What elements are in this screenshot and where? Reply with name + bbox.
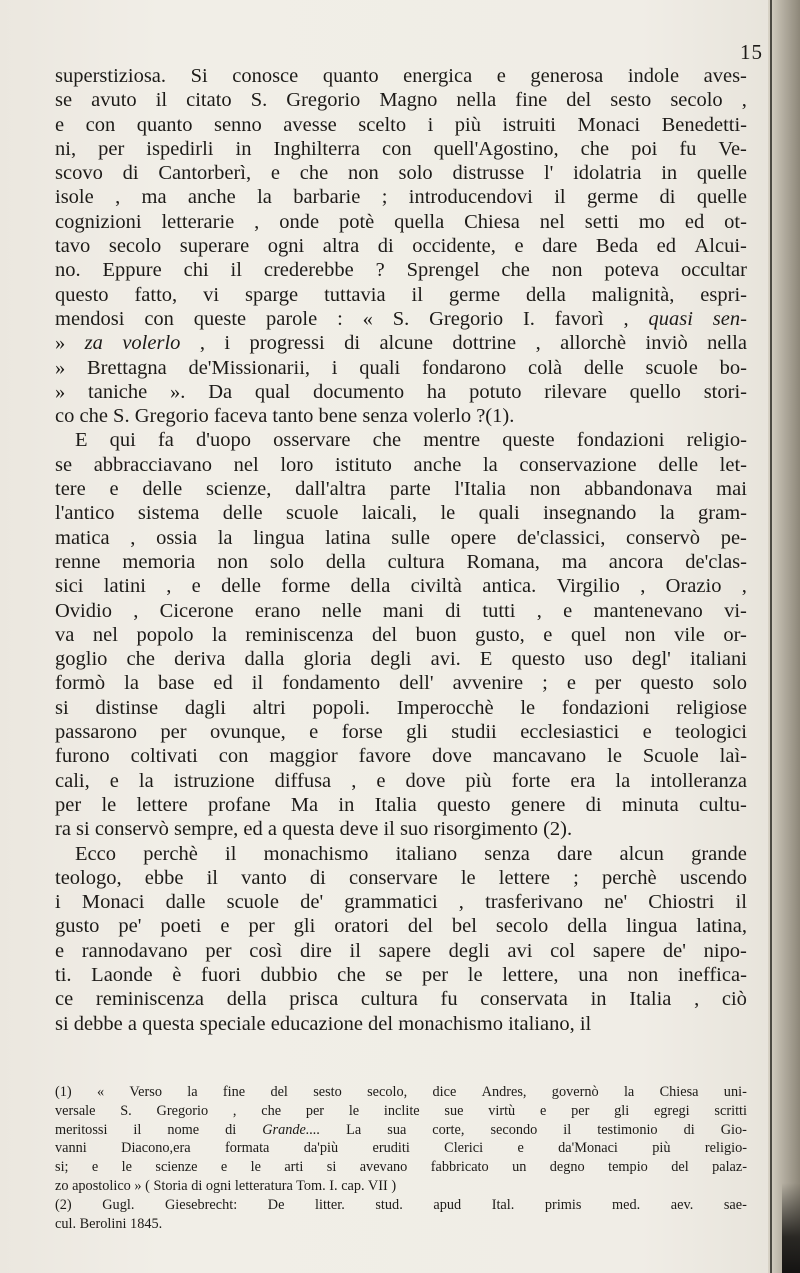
text-line: va nel popolo la reminiscenza del buon gusto, e quel non vile or- xyxy=(55,623,747,646)
text-line: co che S. Gregorio faceva tanto bene senza volerlo ?(1). xyxy=(55,405,515,428)
text-line: l'antico sistema delle scuole laicali, le quali insegnando la gram- xyxy=(55,502,747,525)
text-line: Ecco perchè il monachismo italiano senza dare alcun grande xyxy=(75,842,747,865)
text-line: si distinse dagli altri popoli. Imperocchè le fondazioni religiose xyxy=(55,696,747,719)
text-line: mendosi con queste parole : « S. Gregorio I. favorì , quasi sen- xyxy=(55,307,747,330)
text-line: gusto pe' poeti e per gli oratori del bel secolo della lingua latina, xyxy=(55,915,747,938)
text-line: goglio che deriva dalla gloria degli avi. E questo uso degl' italiani xyxy=(55,648,747,671)
text-line: questo fatto, vi sparge tuttavia il germe della malignità, espri- xyxy=(55,283,747,306)
text-line: tere e delle scienze, dall'altra parte l'Italia non abbandonava mai xyxy=(55,478,747,501)
text-line: ni, per ispedirli in Inghilterra con quell'Agostino, che poi fu Ve- xyxy=(55,137,747,160)
text-line: e con quanto senno avesse scelto i più istruiti Monaci Benedetti- xyxy=(55,113,747,136)
page-number: 15 xyxy=(740,40,763,64)
text-line: sici latini , e delle forme della civiltà antica. Virgilio , Orazio , xyxy=(55,575,747,598)
text-line: passarono per ovunque, e forse gli studii ecclesiastici e teologici xyxy=(55,721,747,744)
text-line: se avuto il citato S. Gregorio Magno nella fine del sesto secolo , xyxy=(55,89,747,112)
text-line: renne memoria non solo della cultura Romana, ma ancora de'clas- xyxy=(55,550,747,573)
text-line: matica , ossia la lingua latina sulle opere de'classici, conservò pe- xyxy=(55,526,747,549)
text-line: » za volerlo , i progressi di alcune dottrine , allorchè inviò nella xyxy=(55,332,747,355)
text-line: ra si conservò sempre, ed a questa deve il suo risorgimento (2). xyxy=(55,818,573,841)
page-edge-shadow xyxy=(768,0,800,1273)
text-line: E qui fa d'uopo osservare che mentre queste fondazioni religio- xyxy=(75,429,747,452)
text-line: se abbracciavano nel loro istituto anche la conservazione delle let- xyxy=(55,453,747,476)
text-line: cali, e la istruzione diffusa , e dove più forte era la intolleranza xyxy=(55,769,747,792)
text-line: » Brettagna de'Missionarii, i quali fondarono colà delle scuole bo- xyxy=(55,356,747,379)
text-line: tavo secolo superare ogni altra di occidente, e dare Beda ed Alcui- xyxy=(55,235,747,258)
text-line: no. Eppure chi il crederebbe ? Sprengel che non poteva occultar xyxy=(55,259,747,282)
text-line: teologo, ebbe il vanto di conservare le lettere ; perchè uscendo xyxy=(55,866,747,889)
text-line: isole , ma anche la barbarie ; introducendovi il germe di quelle xyxy=(55,186,747,209)
text-line: » taniche ». Da qual documento ha potuto rilevare quello stori- xyxy=(55,380,747,403)
footnote-line: (2) Gugl. Giesebrecht: De litter. stud. apud Ital. primis med. aev. sae- xyxy=(55,1196,747,1213)
text-line: superstiziosa. Si conosce quanto energica e generosa indole aves- xyxy=(55,65,747,87)
footnote-line: meritossi il nome di Grande.... La sua corte, secondo il testimonio di Gio- xyxy=(55,1121,747,1138)
text-line: ti. Laonde è fuori dubbio che se per le lettere, una non ineffica- xyxy=(55,963,747,986)
footnote-line: versale S. Gregorio , che per le inclite sue virtù e per gli egregi scritti xyxy=(55,1102,747,1119)
text-line: per le lettere profane Ma in Italia questo genere di minuta cultu- xyxy=(55,793,747,816)
footnote-line: vanni Diacono,era formata da'più eruditi Clerici e da'Monaci più religio- xyxy=(55,1140,747,1157)
footnote-line: zo apostolico » ( Storia di ogni letteratura Tom. I. cap. VII ) xyxy=(55,1177,397,1194)
body-text xyxy=(55,64,747,1036)
text-line: ce reminiscenza della prisca cultura fu conservata in Italia , ciò xyxy=(55,988,747,1011)
footnote-line: (1) « Verso la fine del sesto secolo, dice Andres, governò la Chiesa uni- xyxy=(55,1084,747,1100)
text-line: Ovidio , Cicerone erano nelle mani di tutti , e mantenevano vi- xyxy=(55,599,747,622)
footnotes xyxy=(55,1083,747,1233)
footnote-line: cul. Berolini 1845. xyxy=(55,1215,163,1232)
footnote-line: si; e le scienze e le arti si avevano fabbricato un degno tempio del palaz- xyxy=(55,1159,747,1176)
text-line: i Monaci dalle scuole de' grammatici , trasferivano ne' Chiostri il xyxy=(55,891,747,914)
text-line: si debbe a questa speciale educazione del monachismo italiano, il xyxy=(55,1012,592,1035)
text-line: scovo di Cantorberì, e che non solo distrusse l' idolatria in quelle xyxy=(55,162,747,185)
text-line: formò la base ed il fondamento dell' avvenire ; e per questo solo xyxy=(55,672,747,695)
text-line: e rannodavano per così dire il sapere degli avi col sapere de' nipo- xyxy=(55,939,747,962)
text-line: furono coltivati con maggior favore dove mancavano le Scuole laì- xyxy=(55,745,747,768)
text-line: cognizioni letterarie , onde potè quella Chiesa nel setti mo ed ot- xyxy=(55,210,747,233)
